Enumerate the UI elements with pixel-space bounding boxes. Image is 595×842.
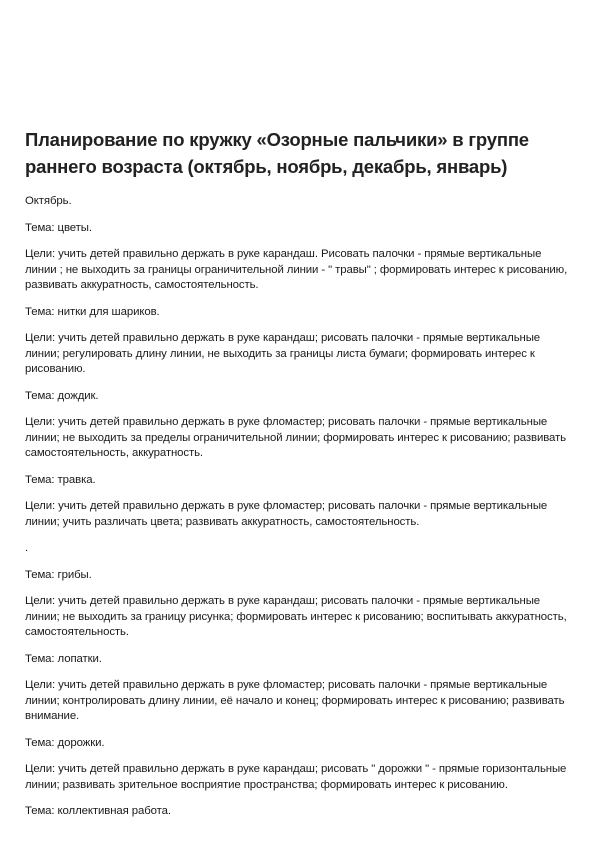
topic-line: Тема: цветы.: [25, 221, 92, 234]
goals-paragraph: Цели: учить детей правильно держать в руке фломастер; рисовать палочки - прямые вертикальные линии; контролировать длину линии, её начало и конец; формировать интерес к рисованию; развивать внимание.: [25, 679, 565, 722]
document-title: Планирование по кружку «Озорные пальчики» в группе раннего возраста (октябрь, ноябрь, декабрь, январь): [25, 129, 529, 177]
goals-paragraph: Цели: учить детей правильно держать в руке карандаш; рисовать палочки - прямые вертикальные линии; регулировать длину линии, не выходить за границы листа бумаги; формировать интерес к рисованию.: [25, 332, 541, 375]
goals-paragraph: Цели: учить детей правильно держать в руке фломастер; рисовать палочки - прямые вертикальные линии; учить различать цвета; развивать аккуратность, самостоятельность.: [25, 500, 548, 528]
separator-dot: .: [25, 542, 29, 554]
month-heading: Октябрь.: [25, 195, 72, 207]
topic-line: Тема: лопатки.: [25, 652, 102, 665]
topic-line: Тема: дождик.: [25, 389, 99, 402]
topic-line: Тема: нитки для шариков.: [25, 305, 160, 318]
topic-line: Тема: дорожки.: [25, 736, 105, 749]
document-page: [25, 126, 575, 831]
topic-line: Тема: травка.: [25, 473, 96, 486]
topic-line: Тема: коллективная работа.: [25, 805, 171, 817]
goals-paragraph: Цели: учить детей правильно держать в руке карандаш. Рисовать палочки - прямые вертикальные линии ; не выходить за границы ограничительной линии - " травы" ; формировать интерес к рисованию, развивать аккуратность, самостоятельность.: [25, 248, 568, 291]
topic-line: Тема: грибы.: [25, 568, 92, 581]
goals-paragraph: Цели: учить детей правильно держать в руке карандаш; рисовать палочки - прямые вертикальные линии; не выходить за границу рисунка; формировать интерес к рисованию; воспитывать аккуратность, самостоятельность.: [25, 595, 567, 638]
goals-paragraph: Цели: учить детей правильно держать в руке карандаш; рисовать " дорожки " - прямые горизонтальные линии; развивать зрительное восприятие пространства; формировать интерес к рисованию.: [25, 763, 567, 791]
goals-paragraph: Цели: учить детей правильно держать в руке фломастер; рисовать палочки - прямые вертикальные линии; не выходить за пределы ограничительной линии; формировать интерес к рисованию; развивать самостоятельность, аккуратность.: [25, 416, 566, 459]
